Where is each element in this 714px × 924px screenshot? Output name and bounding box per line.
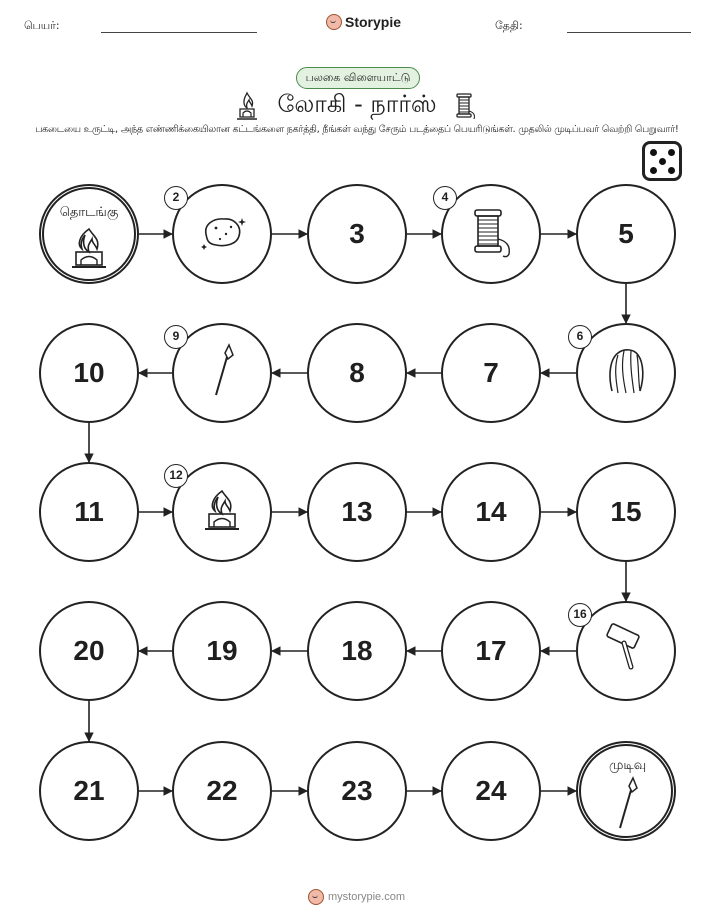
- mascot-icon: [308, 889, 324, 905]
- finish-label: முடிவு: [609, 758, 647, 773]
- space-number: 20: [73, 635, 105, 666]
- space-number: 21: [73, 775, 105, 806]
- start-label: தொடங்கு: [59, 205, 119, 220]
- board-space-18: [307, 601, 407, 701]
- space-number: 24: [475, 775, 507, 806]
- board-space-10: [39, 323, 139, 423]
- spear-icon: [207, 343, 237, 403]
- space-number: 23: [341, 775, 373, 806]
- space-number: 22: [206, 775, 238, 806]
- footer: [308, 889, 405, 905]
- space-number: 11: [74, 496, 104, 527]
- spear-icon: [611, 776, 641, 836]
- fire-icon: [199, 487, 245, 537]
- space-number: 19: [206, 635, 238, 666]
- space-number-badge: 2: [164, 186, 188, 210]
- thread-spool-icon: [467, 206, 515, 262]
- hammer-icon: [604, 623, 648, 679]
- brand-name: Storypie: [345, 14, 402, 30]
- space-number-badge: 6: [568, 325, 592, 349]
- board-space-17: [441, 601, 541, 701]
- space-number: 5: [618, 218, 634, 249]
- space-number: 10: [73, 357, 105, 388]
- board-space-8: [307, 323, 407, 423]
- board-space-20: [39, 601, 139, 701]
- board-space-3: [307, 184, 407, 284]
- space-number: 8: [349, 357, 365, 388]
- date-label: தேதி:: [495, 19, 523, 32]
- board-space-14: [441, 462, 541, 562]
- board-space-11: [39, 462, 139, 562]
- board-space-21: [39, 741, 139, 841]
- space-number: 15: [610, 496, 642, 527]
- rock-icon: [198, 212, 246, 256]
- space-number: 3: [349, 218, 365, 249]
- footer-site: mystorypie.com: [328, 891, 406, 903]
- instructions: பகடையை உருட்டி, அந்த எண்ணிக்கையிலான கட்டங்களை நகர்த்தி, நீங்கள் வந்து சேரும் படத்தைப் பெயரிடுங்கள். முதலில் முடிப்பவர் வெற்றி பெறுவார்!: [35, 124, 679, 135]
- board-space-22: [172, 741, 272, 841]
- name-label: பெயர்:: [24, 19, 60, 32]
- board-space-7: [441, 323, 541, 423]
- start-space: [39, 184, 139, 284]
- space-number: 17: [475, 635, 507, 666]
- board-space-19: [172, 601, 272, 701]
- board-space-15: [576, 462, 676, 562]
- space-number-badge: 9: [164, 325, 188, 349]
- page-title: லோகி - நார்ஸ்: [277, 90, 437, 118]
- space-number: 7: [483, 357, 499, 388]
- board-space-24: [441, 741, 541, 841]
- fire-icon: [66, 225, 112, 275]
- space-number: 13: [341, 496, 373, 527]
- hair-icon: [604, 345, 648, 401]
- board-space-5: [576, 184, 676, 284]
- finish-space: [576, 741, 676, 841]
- board-space-23: [307, 741, 407, 841]
- space-number-badge: 16: [568, 603, 592, 627]
- space-number-badge: 12: [164, 464, 188, 488]
- board-space-13: [307, 462, 407, 562]
- space-number-badge: 4: [433, 186, 457, 210]
- space-number: 18: [341, 635, 373, 666]
- game-type-badge: பலகை விளையாட்டு: [296, 67, 420, 89]
- space-number: 14: [475, 496, 507, 527]
